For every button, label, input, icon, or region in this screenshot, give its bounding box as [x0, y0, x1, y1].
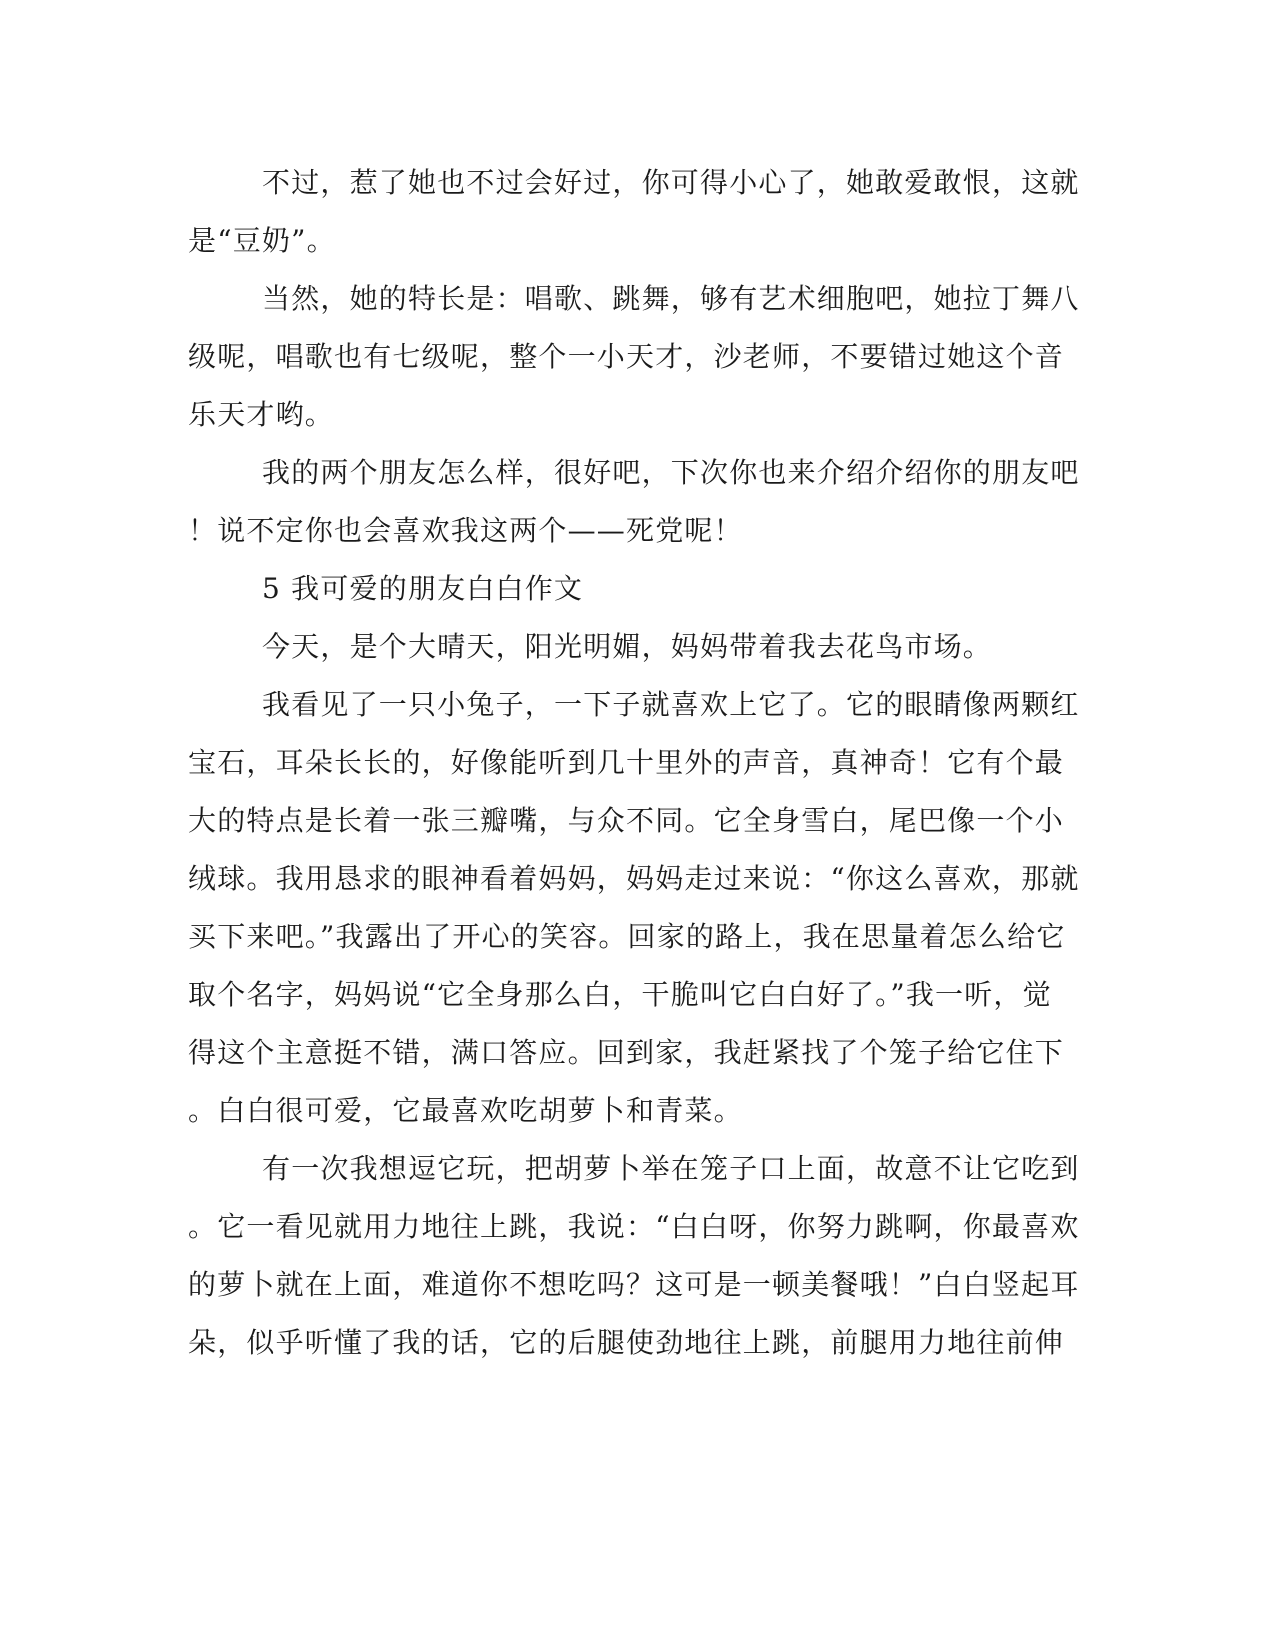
text-line: 当然，她的特长是：唱歌、跳舞，够有艺术细胞吧，她拉丁舞八 — [262, 282, 1080, 315]
text-line: 绒球。我用恳求的眼神看着妈妈，妈妈走过来说：“你这么喜欢，那就 — [188, 862, 1080, 895]
text-line: 取个名字，妈妈说“它全身那么白，干脆叫它白白好了。”我一听，觉 — [188, 978, 1052, 1011]
text-line: 得这个主意挺不错，满口答应。回到家，我赶紧找了个笼子给它住下 — [188, 1036, 1065, 1069]
text-line: 今天，是个大晴天，阳光明媚，妈妈带着我去花鸟市场。 — [262, 630, 993, 663]
text-line: 我的两个朋友怎么样，很好吧，下次你也来介绍介绍你的朋友吧 — [262, 456, 1080, 489]
text-line: ！说不定你也会喜欢我这两个——死党呢！ — [188, 514, 743, 547]
text-line: 有一次我想逗它玩，把胡萝卜举在笼子口上面，故意不让它吃到 — [262, 1152, 1080, 1185]
text-line: 的萝卜就在上面，难道你不想吃吗？这可是一顿美餐哦！”白白竖起耳 — [188, 1268, 1080, 1301]
text-line: 买下来吧。”我露出了开心的笑容。回家的路上，我在思量着怎么给它 — [188, 920, 1066, 953]
text-line: 乐天才哟。 — [188, 398, 335, 431]
text-line: 不过，惹了她也不过会好过，你可得小心了，她敢爱敢恨，这就 — [262, 166, 1080, 199]
text-line: 朵，似乎听懂了我的话，它的后腿使劲地往上跳，前腿用力地往前伸 — [188, 1326, 1065, 1359]
text-line: 大的特点是长着一张三瓣嘴，与众不同。它全身雪白，尾巴像一个小 — [188, 804, 1065, 837]
text-line: 。它一看见就用力地往上跳，我说：“白白呀，你努力跳啊，你最喜欢 — [188, 1210, 1080, 1243]
text-line: 级呢，唱歌也有七级呢，整个一小天才，沙老师，不要错过她这个音 — [188, 340, 1065, 373]
text-line: 。白白很可爱，它最喜欢吃胡萝卜和青菜。 — [188, 1094, 743, 1127]
text-line: 我看见了一只小兔子，一下子就喜欢上它了。它的眼睛像两颗红 — [262, 688, 1080, 721]
section-heading: 5 我可爱的朋友白白作文 — [262, 572, 584, 605]
text-line: 宝石，耳朵长长的，好像能听到几十里外的声音，真神奇！它有个最 — [188, 746, 1065, 779]
text-line: 是“豆奶”。 — [188, 224, 336, 257]
